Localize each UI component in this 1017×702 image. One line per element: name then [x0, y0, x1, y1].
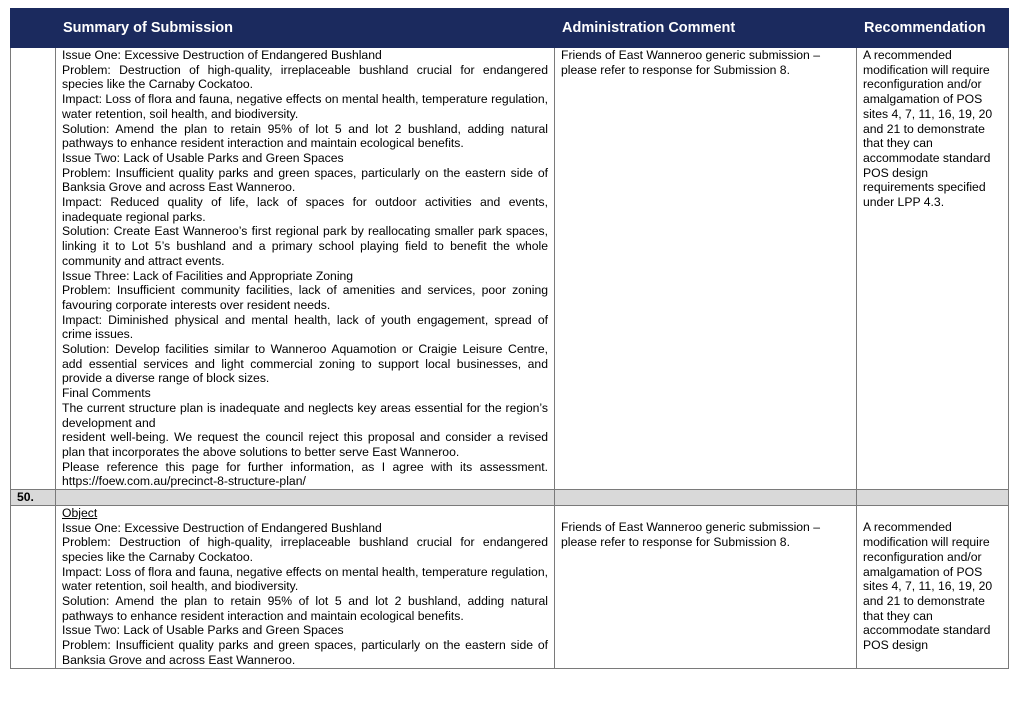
summary-line: Final Comments: [62, 386, 151, 401]
submission-number-row: [11, 490, 1009, 506]
recommendation-cell: [857, 505, 1009, 668]
summary-line: Impact: Loss of flora and fauna, negative effects on mental health, temperature regulation, water retention, soil health, and biodiversity.: [62, 92, 548, 121]
recommendation-cell: A recommended modification will require reconfiguration and/or amalgamation of POS sites 4, 7, 11, 16, 19, 20 and 21 to demonstrate that they can accommodate standard POS design requirements specified under LPP 4.3.: [857, 48, 1009, 490]
submissions-table: [10, 8, 1009, 669]
summary-line: Problem: Insufficient quality parks and green spaces, particularly on the eastern side of Banksia Grove and across East Wanneroo.: [62, 638, 548, 667]
summary-line: Problem: Insufficient community facilities, lack of amenities and services, poor zoning favouring corporate interests over resident needs.: [62, 283, 548, 312]
table-row: [11, 505, 1009, 668]
summary-line: Problem: Destruction of high-quality, irreplaceable bushland crucial for endangered species like the Carnaby Cockatoo.: [62, 62, 548, 92]
summary-cell: [56, 505, 555, 668]
summary-line: Impact: Reduced quality of life, lack of spaces for outdoor activities and events, inadequate regional parks.: [62, 195, 548, 224]
summary-line: Impact: Loss of flora and fauna, negative effects on mental health, temperature regulation, water retention, soil health, and biodiversity.: [62, 564, 548, 594]
header-recommendation: Recommendation: [857, 9, 1009, 48]
summary-line: Impact: Diminished physical and mental health, lack of youth engagement, spread of crime issues.: [62, 312, 548, 342]
summary-line: The current structure plan is inadequate and neglects key areas essential for the region’s development and: [62, 400, 548, 430]
table-header-row: [11, 9, 1009, 48]
summary-cell: [56, 48, 555, 490]
row-number: [11, 48, 56, 490]
summary-line: Issue Three: Lack of Facilities and Appropriate Zoning: [62, 268, 354, 283]
submission-number: 50.: [11, 490, 56, 506]
summary-line: Problem: Destruction of high-quality, irreplaceable bushland crucial for endangered species like the Carnaby Cockatoo.: [62, 535, 548, 564]
header-admin-comment: Administration Comment: [555, 9, 857, 48]
summary-line: Solution: Develop facilities similar to Wanneroo Aquamotion or Craigie Leisure Centre, add essential services and light commercial zoning to support local businesses, and provide a diverse range of block sizes.: [62, 342, 548, 386]
summary-line: Solution: Amend the plan to retain 95% of lot 5 and lot 2 bushland, adding natural pathways to enhance resident interaction and maintain ecological benefits.: [62, 121, 548, 151]
header-summary: Summary of Submission: [56, 9, 555, 48]
admin-comment-cell: [555, 505, 857, 668]
recommendation-text: A recommended modification will require reconfiguration and/or amalgamation of POS sites 4, 7, 11, 16, 19, 20 and 21 to demonstrate that they can accommodate standard POS design: [863, 520, 993, 653]
summary-line: Issue One: Excessive Destruction of Endangered Bushland: [62, 520, 382, 535]
summary-line: Issue Two: Lack of Usable Parks and Green Spaces: [62, 623, 344, 638]
summary-line: Issue Two: Lack of Usable Parks and Green Spaces: [62, 150, 344, 165]
summary-line: Issue One: Excessive Destruction of Endangered Bushland: [62, 48, 382, 62]
row-number: [11, 505, 56, 668]
summary-heading: Object: [62, 505, 98, 520]
admin-comment-text: Friends of East Wanneroo generic submission – please refer to response for Submission 8.: [561, 520, 820, 550]
summary-line: Solution: Amend the plan to retain 95% of lot 5 and lot 2 bushland, adding natural pathways to enhance resident interaction and maintain ecological benefits.: [62, 594, 548, 623]
summary-line: Please reference this page for further information, as I agree with its assessment. https://foew.com.au/precinct-8-structure-plan/: [62, 459, 548, 489]
summary-line: resident well-being. We request the council reject this proposal and consider a revised plan that incorporates the above solutions to better serve East Wanneroo.: [62, 430, 548, 459]
summary-line: Solution: Create East Wanneroo’s first regional park by reallocating smaller park spaces, linking it to Lot 5’s bushland and a primary school playing field to benefit the whole community and attract events.: [62, 224, 548, 268]
admin-comment-cell: Friends of East Wanneroo generic submission – please refer to response for Submission 8.: [555, 48, 857, 490]
table-row: [11, 48, 1009, 490]
summary-line: Problem: Insufficient quality parks and green spaces, particularly on the eastern side of Banksia Grove and across East Wanneroo.: [62, 165, 548, 195]
header-number: [11, 9, 56, 48]
